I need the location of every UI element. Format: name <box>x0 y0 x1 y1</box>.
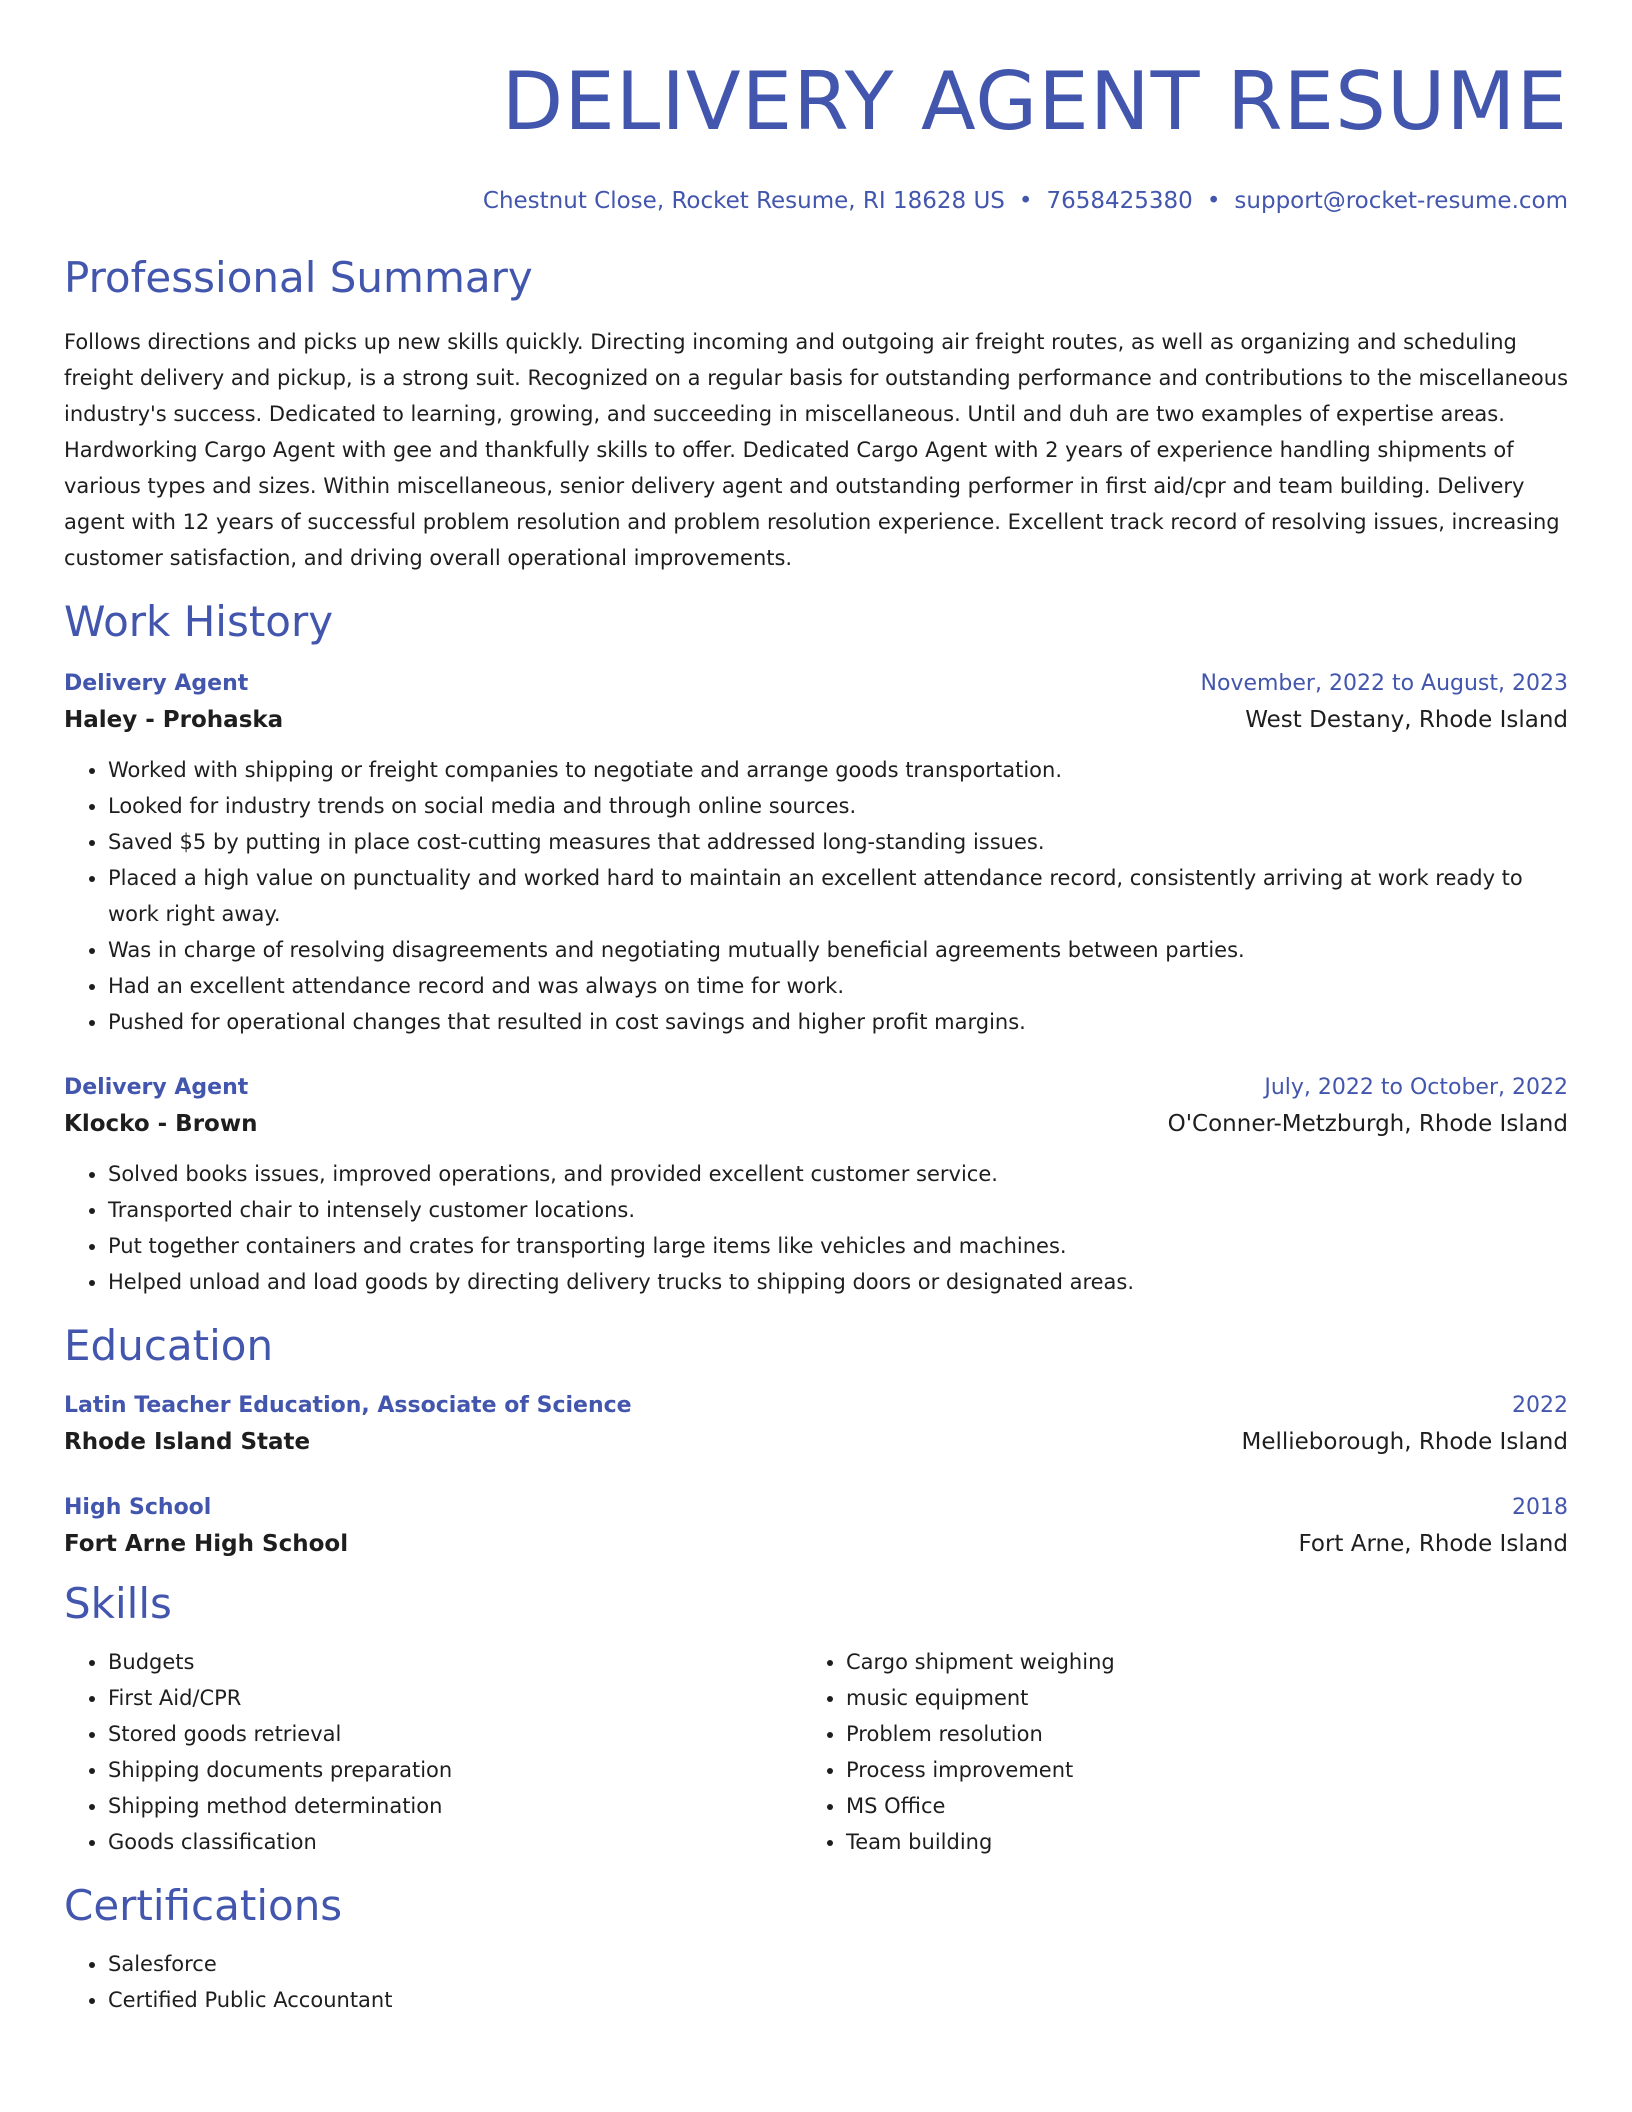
resume-header <box>64 52 1568 216</box>
job-role: Delivery Agent <box>64 671 249 696</box>
contact-line <box>64 186 1568 216</box>
contact-separator: • <box>1018 188 1033 214</box>
certification-item: • Certified Public Accountant <box>108 1982 1568 2018</box>
job-role: Delivery Agent <box>64 1075 249 1100</box>
job-dates: November, 2022 to August, 2023 <box>1200 671 1568 696</box>
education-year: 2022 <box>1512 1393 1568 1418</box>
section-title-education: Education <box>64 1321 274 1370</box>
job-header-row <box>64 666 1568 702</box>
skill-item: • Stored goods retrieval <box>108 1716 802 1752</box>
education-section <box>64 1320 1568 1562</box>
contact-phone: 7658425380 <box>1046 188 1193 214</box>
skills-column-right <box>802 1644 1540 1860</box>
skills-section <box>64 1578 1568 1860</box>
job-bullet: • Helped unload and load goods by directing delivery trucks to shipping doors or designated areas. <box>108 1264 1568 1300</box>
job-company-row <box>64 702 1568 738</box>
summary-text: Follows directions and picks up new skills quickly. Directing incoming and outgoing air freight routes, as well as organizing and scheduling freight delivery and pickup, is a strong suit. Recognized on a regular basis for outstanding performance and contributions to the miscellaneous industry's success. Dedicated to learning, growing, and succeeding in miscellaneous. Until and duh are two examples of expertise areas. Hardworking Cargo Agent with gee and thankfully skills to offer. Dedicated Cargo Agent with 2 years of experience handling shipments of various types and sizes. Within miscellaneous, senior delivery agent and outstanding performer in first aid/cpr and team building. Delivery agent with 12 years of successful problem resolution and problem resolution experience. Excellent track record of resolving issues, increasing customer satisfaction, and driving overall operational improvements. <box>64 330 1569 570</box>
skill-item: • Team building <box>846 1824 1540 1860</box>
education-entry <box>64 1490 1568 1562</box>
work-history-section <box>64 596 1568 1300</box>
job-bullets <box>64 752 1568 1040</box>
job-company: Klocko - Brown <box>64 1111 258 1137</box>
job-entry <box>64 666 1568 1040</box>
section-title-summary: Professional Summary <box>64 253 533 302</box>
education-year: 2018 <box>1512 1495 1568 1520</box>
education-location: Fort Arne, Rhode Island <box>1298 1531 1568 1557</box>
job-bullets <box>64 1156 1568 1300</box>
job-bullet: • Put together containers and crates for transporting large items like vehicles and machines. <box>108 1228 1568 1264</box>
job-bullet: • Pushed for operational changes that resulted in cost savings and higher profit margins. <box>108 1004 1568 1040</box>
skills-column-left <box>64 1644 802 1860</box>
section-title-certifications: Certifications <box>64 1881 343 1930</box>
job-location: West Destany, Rhode Island <box>1245 707 1568 733</box>
job-bullet: • Had an excellent attendance record and was always on time for work. <box>108 968 1568 1004</box>
job-header-row <box>64 1070 1568 1106</box>
skill-item: • MS Office <box>846 1788 1540 1824</box>
skill-item: • Process improvement <box>846 1752 1540 1788</box>
job-company-row <box>64 1106 1568 1142</box>
education-degree: Latin Teacher Education, Associate of Science <box>64 1393 632 1418</box>
education-header-row <box>64 1490 1568 1526</box>
job-bullet: • Transported chair to intensely customer locations. <box>108 1192 1568 1228</box>
skill-item: • Shipping documents preparation <box>108 1752 802 1788</box>
education-header-row <box>64 1388 1568 1424</box>
education-degree: High School <box>64 1495 212 1520</box>
job-bullet: • Saved $5 by putting in place cost-cutting measures that addressed long-standing issues. <box>108 824 1568 860</box>
job-entry <box>64 1070 1568 1300</box>
certifications-section <box>64 1880 1568 2018</box>
contact-separator: • <box>1206 188 1221 214</box>
skill-item: • music equipment <box>846 1680 1540 1716</box>
education-school-row <box>64 1526 1568 1562</box>
job-bullet: • Worked with shipping or freight companies to negotiate and arrange goods transportation. <box>108 752 1568 788</box>
section-title-skills: Skills <box>64 1579 172 1628</box>
contact-email[interactable]: support@rocket-resume.com <box>1234 188 1568 214</box>
education-school: Fort Arne High School <box>64 1531 349 1557</box>
education-entry <box>64 1388 1568 1460</box>
skills-grid <box>64 1644 1568 1860</box>
job-bullet: • Placed a high value on punctuality and worked hard to maintain an excellent attendance record, consistently arriving at work ready to work right away. <box>108 860 1568 932</box>
job-company: Haley - Prohaska <box>64 707 284 733</box>
skill-item: • Problem resolution <box>846 1716 1540 1752</box>
certification-item: • Salesforce <box>108 1946 1568 1982</box>
skill-item: • Shipping method determination <box>108 1788 802 1824</box>
summary-section <box>64 252 1568 576</box>
job-bullet: • Looked for industry trends on social media and through online sources. <box>108 788 1568 824</box>
job-dates: July, 2022 to October, 2022 <box>1264 1075 1568 1100</box>
skill-item: • Cargo shipment weighing <box>846 1644 1540 1680</box>
section-title-work-history: Work History <box>64 597 334 646</box>
education-location: Mellieborough, Rhode Island <box>1241 1429 1568 1455</box>
certifications-list <box>64 1946 1568 2018</box>
job-bullet: • Solved books issues, improved operations, and provided excellent customer service. <box>108 1156 1568 1192</box>
job-bullet: • Was in charge of resolving disagreements and negotiating mutually beneficial agreements between parties. <box>108 932 1568 968</box>
skill-item: • First Aid/CPR <box>108 1680 802 1716</box>
job-location: O'Conner-Metzburgh, Rhode Island <box>1167 1111 1568 1137</box>
contact-address: Chestnut Close, Rocket Resume, RI 18628 US <box>482 188 1005 214</box>
skill-item: • Budgets <box>108 1644 802 1680</box>
resume-title: DELIVERY AGENT RESUME <box>501 55 1568 148</box>
education-school: Rhode Island State <box>64 1429 311 1455</box>
skill-item: • Goods classification <box>108 1824 802 1860</box>
education-school-row <box>64 1424 1568 1460</box>
